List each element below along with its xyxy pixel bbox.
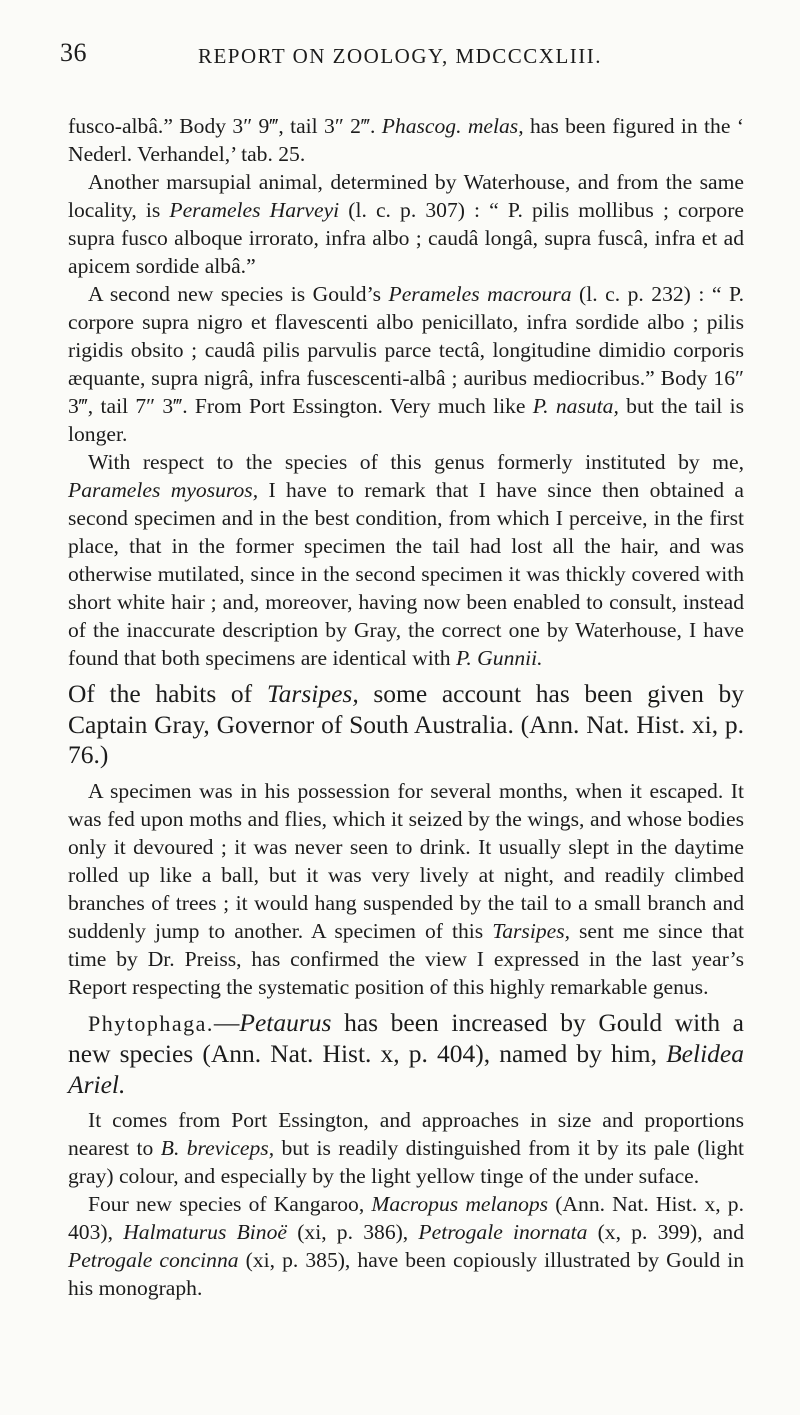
- paragraph-2: Another marsupial animal, determined by Waterhouse, and from the same locality, is Perameles Harveyi (l. c. p. 307) : “ P. pilis mollibus ; corpore supra fusco alboque irrorato, infra albo ; caudâ longâ, supra fuscâ, infra et ad apicem sordide albâ.”: [68, 170, 744, 278]
- paragraph-6: It comes from Port Essington, and approaches in size and proportions nearest to B. breviceps, but is readily distinguished from it by its pale (light gray) colour, and especially by the light yellow tinge of the under suface.: [68, 1108, 745, 1188]
- paragraph-3: A second new species is Gould’s Perameles macroura (l. c. p. 232) : “ P. corpore supra nigro et flavescenti albo penicillato, infra sordide albo ; pilis rigidis obsito ; caudâ pilis parvulis parce tectâ, longitudine dimidio corporis æquante, supra nigrâ, infra fuscescenti-albâ ; auribus mediocribus.” Body 16″ 3‴, tail 7″ 3‴. From Port Essington. Very much like P. nasuta, but the tail is longer.: [68, 282, 744, 446]
- paragraph-4: With respect to the species of this genus formerly instituted by me, Parameles myosuros, I have to remark that I have since then obtained a second specimen and in the best condition, from which I perceive, in the first place, that in the former specimen the tail had lost all the hair, and was otherwise mutilated, since in the second specimen it was thickly covered with short white hair ; and, moreover, having now been enabled to consult, instead of the inaccurate description by Gray, the correct one by Waterhouse, I have found that both specimens are identical with P. Gunnii.: [68, 450, 744, 670]
- running-head: REPORT ON ZOOLOGY, MDCCCXLIII.: [197, 44, 603, 68]
- body-text: [68, 112, 744, 1302]
- paragraph-7: Four new species of Kangaroo, Macropus melanops (Ann. Nat. Hist. x, p. 403), Halmaturus Binoë (xi, p. 386), Petrogale inornata (x, p. 399), and Petrogale concinna (xi, p. 385), have been copiously illustrated by Gould in his monograph.: [68, 1192, 745, 1300]
- paragraph-5: A specimen was in his possession for several months, when it escaped. It was fed upon moths and flies, which it seized by the wings, and whose bodies only it devoured ; it was never seen to drink. It usually slept in the daytime rolled up like a ball, but it was very lively at night, and readily climbed branches of trees ; it would hang suspended by the tail to a small branch and suddenly jump to another. A specimen of this Tarsipes, sent me since that time by Dr. Preiss, has confirmed the view I expressed in the last year’s Report respecting the systematic position of this highly remarkable genus.: [68, 778, 744, 999]
- section-heading-tarsipes: Of the habits of Tarsipes, some account has been given by Captain Gray, Governor of South Australia. (Ann. Nat. Hist. xi, p. 76.): [68, 679, 744, 769]
- section-heading-phytophaga: Phytophaga.—Petaurus has been increased by Gould with a new species (Ann. Nat. Hist. x, p. 404), named by him, Belidea Ariel.: [68, 1007, 744, 1099]
- page-number: 36: [60, 38, 87, 67]
- paragraph-1: fusco-albâ.” Body 3″ 9‴, tail 3″ 2‴. Phascog. melas, has been figured in the ‘ Nederl. Verhandel,’ tab. 25.: [68, 114, 744, 166]
